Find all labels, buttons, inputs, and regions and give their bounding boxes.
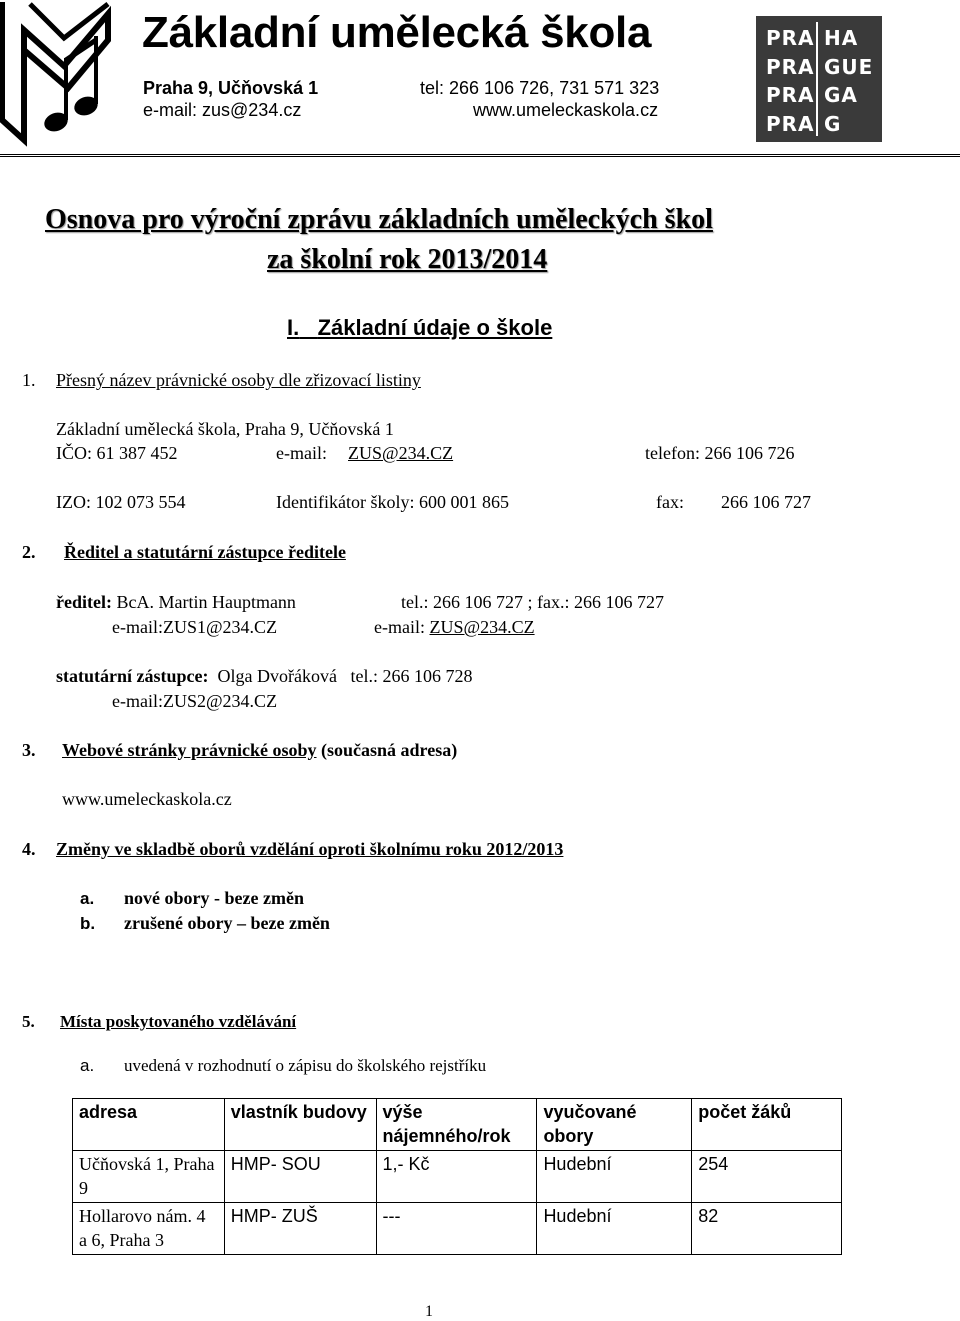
school-email-line: e-mail: ZUS@234.CZ xyxy=(374,617,535,637)
email-link[interactable]: ZUS@234.CZ xyxy=(348,443,454,463)
table-header-row xyxy=(73,1099,842,1151)
school-logo xyxy=(0,0,112,150)
table-header-cell: výše nájemného/rok xyxy=(376,1099,537,1151)
item3-number: 3. xyxy=(22,740,36,760)
music-note-icon xyxy=(0,0,112,150)
table-cell: HMP- SOU xyxy=(224,1151,376,1203)
praha-logo: PRA PRA PRA PRA HA GUE GA G xyxy=(756,16,882,142)
table-cell: HMP- ZUŠ xyxy=(224,1203,376,1255)
item4-b-letter: b. xyxy=(80,914,96,933)
locations-table xyxy=(72,1098,842,1255)
item1-number: 1. xyxy=(22,370,36,390)
website-url[interactable]: www.umeleckaskola.cz xyxy=(62,789,232,809)
school-email-link[interactable]: ZUS@234.CZ xyxy=(429,617,535,637)
item5-a-text: uvedená v rozhodnutí o zápisu do školského rejstříku xyxy=(124,1056,487,1075)
table-cell: Hollarovo nám. 4 a 6, Praha 3 xyxy=(73,1203,225,1255)
phone: telefon: 266 106 726 xyxy=(645,443,795,463)
school-identifier: Identifikátor školy: 600 001 865 xyxy=(276,492,509,512)
document-title-line2: za školní rok 2013/2014 xyxy=(267,244,548,275)
fax-label: fax: xyxy=(656,492,684,512)
table-cell: 82 xyxy=(692,1203,842,1255)
director-phone: tel.: 266 106 727 ; fax.: 266 106 727 xyxy=(401,592,664,612)
page-number: 1 xyxy=(425,1303,433,1320)
table-cell: 1,- Kč xyxy=(376,1151,537,1203)
school-phone: tel: 266 106 726, 731 571 323 xyxy=(420,78,660,98)
director-line: ředitel: BcA. Martin Hauptmann xyxy=(56,592,296,612)
table-row xyxy=(73,1203,842,1255)
section-heading: I. Základní údaje o škole xyxy=(287,315,553,340)
item4-b-text: zrušené obory – beze změn xyxy=(124,913,330,933)
item4-heading: Změny ve skladbě oborů vzdělání oproti školnímu roku 2012/2013 xyxy=(56,839,564,859)
table-cell: Učňovská 1, Praha 9 xyxy=(73,1151,225,1203)
item5-number: 5. xyxy=(22,1012,35,1031)
item4-a-text: nové obory - beze změn xyxy=(124,888,304,908)
item5-heading: Místa poskytovaného vzdělávání xyxy=(60,1012,297,1031)
email-label: e-mail: xyxy=(276,443,327,463)
school-address: Praha 9, Učňovská 1 xyxy=(143,78,319,98)
ico: IČO: 61 387 452 xyxy=(56,443,178,463)
legal-name: Základní umělecká škola, Praha 9, Učňovská 1 xyxy=(56,419,394,439)
fax: 266 106 727 xyxy=(721,492,811,512)
table-cell: Hudební xyxy=(537,1151,692,1203)
table-header-cell: vlastník budovy xyxy=(224,1099,376,1151)
item5-a-letter: a. xyxy=(80,1056,95,1075)
table-cell: 254 xyxy=(692,1151,842,1203)
item3-heading: Webové stránky právnické osoby (současná adresa) xyxy=(62,740,458,760)
school-email[interactable]: e-mail: zus@234.cz xyxy=(143,100,302,120)
item1-heading: Přesný název právnické osoby dle zřizovací listiny xyxy=(56,370,421,390)
director-email[interactable]: e-mail:ZUS1@234.CZ xyxy=(112,617,278,637)
table-cell: --- xyxy=(376,1203,537,1255)
table-header-cell: vyučované obory xyxy=(537,1099,692,1151)
deputy-line: statutární zástupce: Olga Dvořáková tel.: 266 106 728 xyxy=(56,666,473,686)
document-title-line1: Osnova pro výroční zprávu základních uměleckých škol xyxy=(45,204,713,235)
table-header-cell: adresa xyxy=(73,1099,225,1151)
table-row xyxy=(73,1151,842,1203)
item4-number: 4. xyxy=(22,839,36,859)
table-cell: Hudební xyxy=(537,1203,692,1255)
table-header-cell: počet žáků xyxy=(692,1099,842,1151)
item2-number: 2. xyxy=(22,542,36,562)
deputy-email[interactable]: e-mail:ZUS2@234.CZ xyxy=(112,691,278,711)
school-web[interactable]: www.umeleckaskola.cz xyxy=(473,100,659,120)
item2-heading: Ředitel a statutární zástupce ředitele xyxy=(64,542,346,562)
izo: IZO: 102 073 554 xyxy=(56,492,186,512)
item4-a-letter: a. xyxy=(80,889,95,908)
header-divider xyxy=(0,154,960,157)
school-name: Základní umělecká škola xyxy=(142,8,652,57)
